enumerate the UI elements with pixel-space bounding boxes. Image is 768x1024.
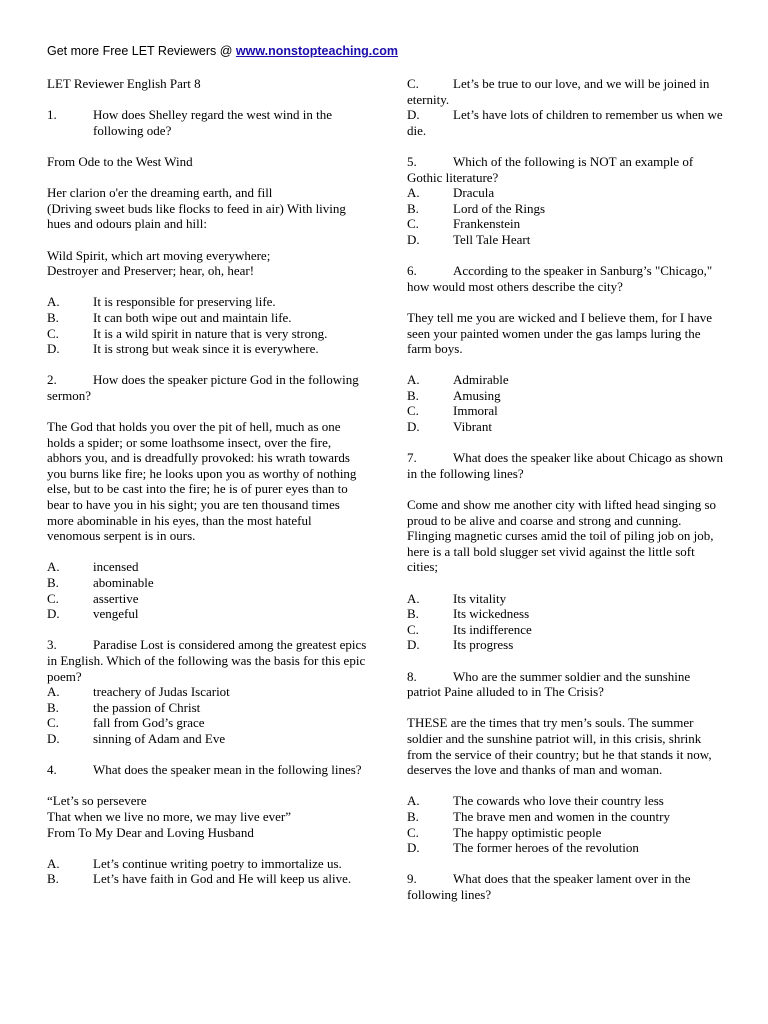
option[interactable] <box>407 622 727 638</box>
option-text: Immoral <box>453 403 498 419</box>
option-letter: B. <box>407 200 419 216</box>
option[interactable] <box>407 809 727 825</box>
option-letter: A. <box>47 684 60 700</box>
passage: Her clarion o'er the dreaming earth, and fill (Driving sweet buds like flocks to feed in air) With living hues and odours plain and hill: <box>47 185 346 232</box>
question-9 <box>407 871 727 902</box>
option-letter: A. <box>407 793 420 809</box>
page-header <box>47 44 398 60</box>
option[interactable] <box>407 606 727 622</box>
options-q7 <box>407 591 727 653</box>
option-letter: B. <box>47 309 59 325</box>
option[interactable] <box>47 871 367 887</box>
option-letter: D. <box>407 637 420 653</box>
left-column <box>47 76 367 902</box>
option-letter: D. <box>407 840 420 856</box>
option-letter: D. <box>407 419 420 435</box>
question-text: What does the speaker mean in the following lines? <box>93 762 362 778</box>
question-1 <box>47 107 367 138</box>
option-letter: A. <box>47 855 60 871</box>
question-number: 9. <box>407 871 417 887</box>
option-letter: C. <box>407 76 419 91</box>
option-text: It is a wild spirit in nature that is very strong. <box>93 325 328 341</box>
option[interactable] <box>407 372 727 388</box>
option-letter: C. <box>407 824 419 840</box>
passage: “Let’s so persevere That when we live no more, we may live ever” From To My Dear and Loving Husband <box>47 793 292 840</box>
option[interactable] <box>47 684 367 700</box>
option[interactable] <box>407 637 727 653</box>
question-6 <box>407 263 727 294</box>
question-text: According to the speaker in Sanburg’s "Chicago," how would most others describe the city? <box>407 263 713 294</box>
question-8 <box>407 669 727 700</box>
option-text: Its vitality <box>453 590 507 606</box>
question-number: 5. <box>407 153 417 169</box>
option[interactable] <box>407 388 727 404</box>
header-text: Get more Free LET Reviewers @ <box>47 44 236 58</box>
options-q6 <box>407 372 727 434</box>
option-text: The cowards who love their country less <box>453 793 664 809</box>
option[interactable] <box>407 419 727 435</box>
passage-source: From Ode to the West Wind <box>47 153 193 169</box>
question-text: Who are the summer soldier and the sunshine patriot Paine alluded to in The Crisis? <box>407 668 691 700</box>
question-text: What does that the speaker lament over in the following lines? <box>407 871 691 902</box>
question-number: 8. <box>407 668 417 684</box>
question-number: 1. <box>47 107 57 123</box>
option-letter: B. <box>407 808 419 824</box>
option[interactable] <box>47 700 367 716</box>
options-q4 <box>47 856 367 887</box>
question-7 <box>407 450 727 481</box>
option-letter: C. <box>407 403 419 419</box>
option-text: Amusing <box>453 387 501 403</box>
option-text: Dracula <box>453 185 495 201</box>
question-number: 7. <box>407 450 417 466</box>
option-letter: A. <box>47 294 60 310</box>
option-text: Frankenstein <box>453 216 521 232</box>
option-text: It is strong but weak since it is everywhere. <box>93 341 319 357</box>
question-text: Which of the following is NOT an example of Gothic literature? <box>407 153 694 185</box>
option-text: Its progress <box>453 637 514 653</box>
option[interactable] <box>407 793 727 809</box>
option-letter: D. <box>47 341 60 357</box>
option[interactable] <box>407 840 727 856</box>
option-text: fall from God’s grace <box>93 715 205 731</box>
option-text: vengeful <box>93 606 139 622</box>
option-text: assertive <box>93 590 139 606</box>
option-letter: A. <box>407 590 420 606</box>
question-2 <box>47 372 367 403</box>
option-letter: C. <box>47 715 59 731</box>
option[interactable] <box>47 715 367 731</box>
option-text: The brave men and women in the country <box>453 808 670 824</box>
option-text: Its wickedness <box>453 606 530 622</box>
website-link[interactable]: www.nonstopteaching.com <box>235 44 398 58</box>
option-text: It can both wipe out and maintain life. <box>93 309 292 325</box>
option[interactable] <box>47 310 367 326</box>
option-text: The former heroes of the revolution <box>453 840 639 856</box>
question-text: How does the speaker picture God in the following sermon? <box>47 372 359 403</box>
options-q5 <box>407 185 727 247</box>
option-text: Let’s be true to our love, and we will be joined in eternity. <box>407 76 710 107</box>
option[interactable] <box>47 341 367 357</box>
options-q1 <box>47 294 367 356</box>
option[interactable] <box>47 731 367 747</box>
option-text: Admirable <box>453 372 509 388</box>
option-letter: D. <box>47 606 60 622</box>
option[interactable] <box>407 201 727 217</box>
passage: THESE are the times that try men’s souls. The summer soldier and the sunshine patriot will, in this crisis, shrink from the service of their country; but he that stands it now, deserves the love and thanks of man and woman. <box>407 715 712 778</box>
option-text: It is responsible for preserving life. <box>93 294 276 310</box>
option[interactable] <box>47 591 367 607</box>
option-text: Let’s have lots of children to remember us when we die. <box>407 107 723 138</box>
option-letter: D. <box>407 231 420 247</box>
option-letter: B. <box>407 606 419 622</box>
passage: They tell me you are wicked and I believe them, for I have seen your painted women under the gas lamps luring the farm boys. <box>407 309 713 357</box>
option-letter: B. <box>47 575 59 590</box>
option-letter: D. <box>407 107 420 123</box>
option-text: The happy optimistic people <box>453 824 602 840</box>
question-4 <box>47 762 367 778</box>
option[interactable] <box>47 606 367 622</box>
option-text: sinning of Adam and Eve <box>93 730 226 746</box>
question-3 <box>47 637 367 684</box>
question-number: 6. <box>407 263 417 279</box>
question-5 <box>407 154 727 185</box>
option-letter: C. <box>407 216 419 232</box>
option[interactable] <box>407 591 727 607</box>
option-text: Let’s have faith in God and He will keep us alive. <box>93 871 352 887</box>
option-letter: A. <box>407 372 420 388</box>
right-column <box>407 76 727 918</box>
option[interactable] <box>47 294 367 310</box>
question-number: 4. <box>47 762 57 778</box>
question-number: 2. <box>47 372 57 388</box>
question-text: What does the speaker like about Chicago as shown in the following lines? <box>407 450 724 481</box>
option-letter: D. <box>47 730 60 746</box>
option-text: incensed <box>93 559 139 575</box>
option[interactable] <box>47 575 367 591</box>
option[interactable] <box>407 76 727 107</box>
option-text: abominable <box>93 575 154 590</box>
option-text: the passion of Christ <box>93 699 201 715</box>
question-number: 3. <box>47 637 57 653</box>
option-letter: C. <box>407 621 419 637</box>
option-text: Let’s continue writing poetry to immortalize us. <box>93 855 342 871</box>
option-letter: A. <box>407 185 420 201</box>
question-text: Paradise Lost is considered among the greatest epics in English. Which of the following was the basis for this epic poem? <box>47 637 367 684</box>
option[interactable] <box>407 232 727 248</box>
options-q2 <box>47 559 367 621</box>
option-letter: A. <box>47 559 60 575</box>
passage: Come and show me another city with lifted head singing so proud to be alive and coarse and strong and cunning. Flinging magnetic curses amid the toil of piling job on job, here is a tall bold slugger set vivid against the little soft cities; <box>407 497 717 575</box>
option-text: Its indifference <box>453 621 532 637</box>
options-q4-continued <box>407 76 727 138</box>
option-text: Vibrant <box>453 419 492 435</box>
option[interactable] <box>407 185 727 201</box>
passage: The God that holds you over the pit of hell, much as one holds a spider; or some loathsome insect, over the fire, abhors you, and is dreadfully provoked: his wrath towards you burns like fire; he looks upon you as worthy of nothing else, but to be cast into the fire; he is of purer eyes than to bear to have you in his sight; you are ten thousand times more abominable in his eyes, than the most hateful venomous serpent is in ours. <box>47 419 357 544</box>
option-letter: B. <box>47 871 59 887</box>
option-letter: B. <box>407 387 419 403</box>
option[interactable] <box>407 825 727 841</box>
option[interactable] <box>407 216 727 232</box>
option[interactable] <box>407 107 727 138</box>
options-q3 <box>47 684 367 746</box>
option[interactable] <box>47 856 367 872</box>
option[interactable] <box>47 559 367 575</box>
option-letter: C. <box>47 325 59 341</box>
option[interactable] <box>407 403 727 419</box>
option-text: treachery of Judas Iscariot <box>93 684 230 700</box>
document-title: LET Reviewer English Part 8 <box>47 76 201 91</box>
option-letter: B. <box>47 699 59 715</box>
option-text: Lord of the Rings <box>453 200 546 216</box>
passage: Wild Spirit, which art moving everywhere; Destroyer and Preserver; hear, oh, hear! <box>47 247 271 279</box>
option-text: Tell Tale Heart <box>453 231 531 247</box>
options-q8 <box>407 793 727 855</box>
option[interactable] <box>47 326 367 342</box>
question-text: How does Shelley regard the west wind in the following ode? <box>93 107 333 138</box>
option-letter: C. <box>47 590 59 606</box>
